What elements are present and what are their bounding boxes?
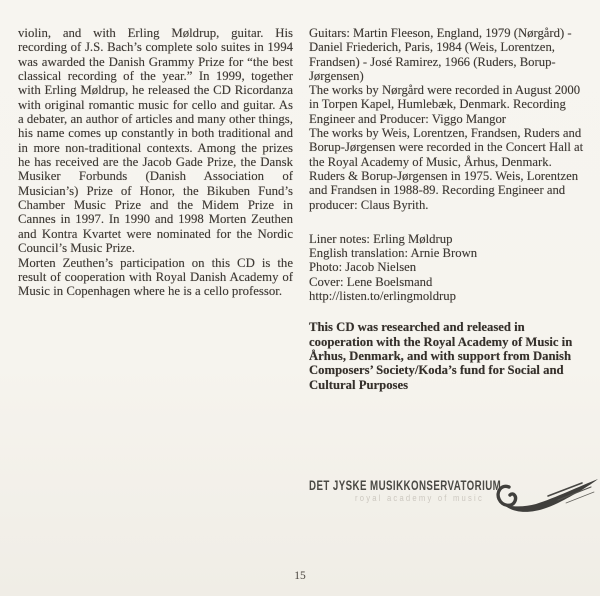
credit-photo: Photo: Jacob Nielsen xyxy=(309,260,417,275)
logo-subtitle: royal academy of music xyxy=(355,493,484,503)
logo-title: DET JYSKE MUSIKKONSERVATORIUM xyxy=(309,478,502,493)
calligraphic-clef-swoosh-icon xyxy=(492,467,600,523)
credits-list xyxy=(309,232,588,303)
guitars-info: Guitars: Martin Fleeson, England, 1979 (Nørgård) - Daniel Friederich, Paris, 1984 (Weis, Lorentzen, Frandsen) - José Ramirez, 1966 (Ruders, Borup-Jørgensen) xyxy=(309,26,572,83)
biography-paragraph: violin, and with Erling Møldrup, guitar. His recording of J.S. Bach’s complete solo suites in 1994 was awarded the Danish Grammy Prize for “the best classical recording of the year.” In 1999, together with Erling Møldrup, he released the CD Ricordanza with original romantic music for cello and guitar. As a debater, an author of articles and many other things, his name comes up constantly in both traditional and in more non-traditional contexts. Among the prizes he has received are the Jacob Gade Prize, the Dansk Musiker Forbunds (Danish Association of Musician’s) Prize of Honor, the Bikuben Fund’s Chamber Music Prize and the Midem Prize in Cannes in 1997. In 1990 and 1998 Morten Zeuthen and Kontra Kvartet were nominated for the Nordic Council’s Music Prize. xyxy=(18,26,293,256)
credit-translation: English translation: Arnie Brown xyxy=(309,246,478,261)
left-text-column xyxy=(18,26,293,299)
recording-info-norgard: The works by Nørgård were recorded in August 2000 in Torpen Kapel, Humlebæk, Denmark. Recording Engineer and Producer: Viggo Mangor xyxy=(309,83,581,126)
credit-url: http://listen.to/erlingmoldrup xyxy=(309,289,456,304)
participation-paragraph: Morten Zeuthen’s participation on this CD is the result of cooperation with Royal Danish Academy of Music in Copenhagen where he is a cello professor. xyxy=(18,255,293,299)
credit-liner-notes: Liner notes: Erling Møldrup xyxy=(309,231,453,246)
conservatory-logo xyxy=(309,477,599,527)
credit-cover: Cover: Lene Boelsmand xyxy=(309,274,433,289)
recording-info-concert-hall: The works by Weis, Lorentzen, Frandsen, Ruders and Borup-Jørgensen were recorded in the Concert Hall at the Royal Academy of Music, Århus, Denmark. Ruders & Borup-Jørgensen in 1975. Weis, Lorentzen and Frandsen in 1988-89. Recording Engineer and producer: Claus Byrith. xyxy=(309,126,584,212)
acknowledgement-note: This CD was researched and released in cooperation with the Royal Academy of Music in Århus, Denmark, and with support from Danish Composers’ Society/Koda’s fund for Social and Cultural Purposes xyxy=(309,320,573,392)
right-text-column xyxy=(309,26,588,392)
page-number: 15 xyxy=(294,570,306,582)
